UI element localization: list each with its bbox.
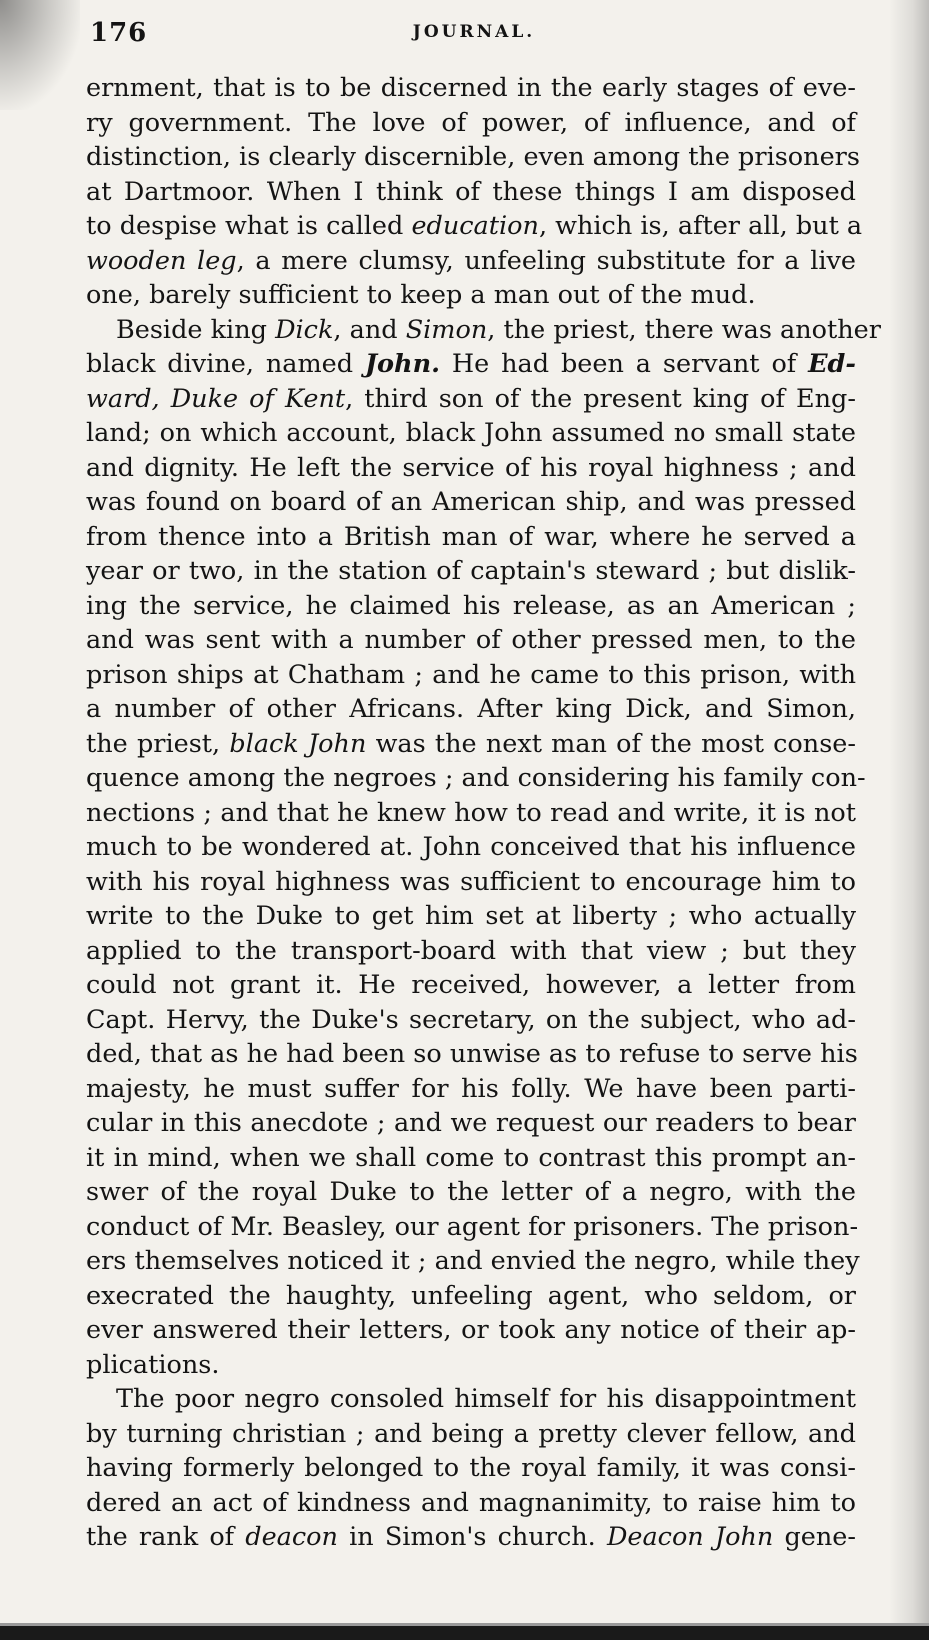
text-segment: deacon xyxy=(245,1522,338,1552)
text-segment: , and xyxy=(333,314,406,345)
text-segment: year or two, in the station of captain's steward ; but dislik- xyxy=(86,556,856,586)
text-line xyxy=(86,899,856,934)
text-segment: ded, that as he had been so unwise as to refuse to serve his xyxy=(86,1039,858,1069)
text-segment: and was sent with a number of other pressed men, to the xyxy=(86,625,856,655)
text-segment: it in mind, when we shall come to contrast this prompt an- xyxy=(86,1142,856,1173)
text-segment: ever answered their letters, or took any notice of their ap- xyxy=(86,1315,856,1345)
text-segment: Simon xyxy=(405,314,488,345)
text-line xyxy=(86,623,856,658)
text-segment: with his royal highness was sufficient to encourage him to xyxy=(86,866,856,897)
text-segment: gene- xyxy=(773,1522,857,1552)
body-text xyxy=(86,71,881,1555)
text-line xyxy=(86,140,860,175)
text-segment: at Dartmoor. When I think of these things I am disposed xyxy=(86,176,856,207)
text-segment: He had been a servant of xyxy=(440,349,809,379)
text-segment: applied to the transport-board with that view ; but they xyxy=(86,935,856,966)
text-segment: the rank of xyxy=(86,1522,246,1552)
text-segment: Ed- xyxy=(808,349,856,379)
text-line xyxy=(86,1486,856,1521)
text-line xyxy=(86,485,856,520)
text-line xyxy=(86,1003,856,1038)
text-segment: Capt. Hervy, the Duke's secretary, on the subject, who ad- xyxy=(86,1004,856,1035)
text-line xyxy=(86,865,856,900)
text-line xyxy=(86,658,856,693)
text-segment: black John xyxy=(229,728,367,759)
text-segment: , a mere clumsy, unfeeling substitute for a live xyxy=(236,245,856,276)
text-segment: , the priest, there was another xyxy=(487,314,881,345)
text-line xyxy=(86,451,856,486)
text-line xyxy=(86,934,856,969)
page-edge-shadow xyxy=(889,0,929,1640)
text-line xyxy=(86,244,856,279)
text-segment: from thence into a British man of war, where he served a xyxy=(86,521,856,552)
text-segment: Beside king xyxy=(116,314,276,345)
text-segment: prison ships at Chatham ; and he came to this prison, with xyxy=(86,659,856,690)
text-line xyxy=(86,1313,856,1348)
page-header xyxy=(84,14,864,54)
text-line xyxy=(86,1175,856,1210)
text-segment: plications. xyxy=(86,1349,220,1380)
text-line xyxy=(86,382,856,417)
text-segment: ernment, that is to be discerned in the early stages of eve- xyxy=(86,73,856,103)
text-segment: and dignity. He left the service of his royal highness ; and xyxy=(86,452,856,483)
text-segment: much to be wondered at. John conceived that his influence xyxy=(86,832,856,862)
paragraph xyxy=(86,1382,856,1555)
text-line xyxy=(86,1279,856,1314)
text-segment: ry government. The love of power, of influence, and of xyxy=(86,107,856,138)
text-segment: by turning christian ; and being a pretty clever fellow, and xyxy=(86,1418,856,1449)
running-head: JOURNAL. xyxy=(412,22,536,42)
text-line xyxy=(86,71,856,106)
text-line xyxy=(86,313,881,348)
text-line xyxy=(86,968,856,1003)
text-line xyxy=(86,1451,856,1486)
text-line xyxy=(86,692,856,727)
text-line xyxy=(86,1210,859,1245)
text-segment: ward, Duke of Kent xyxy=(86,383,346,414)
text-line xyxy=(86,1037,856,1072)
text-segment: ing the service, he claimed his release, as an American ; xyxy=(86,590,856,621)
text-segment: execrated the haughty, unfeeling agent, who seldom, or xyxy=(86,1280,856,1311)
text-segment: was found on board of an American ship, and was pressed xyxy=(86,487,856,517)
text-segment: quence among the negroes ; and considering his family con- xyxy=(86,763,866,793)
text-line xyxy=(86,520,856,555)
text-segment: to despise what is called xyxy=(86,211,412,241)
text-line xyxy=(86,416,856,451)
text-segment: having formerly belonged to the royal family, it was consi- xyxy=(86,1453,856,1483)
text-segment: could not grant it. He received, however, a letter from xyxy=(86,970,856,1000)
text-segment: Deacon John xyxy=(606,1522,774,1552)
text-segment: in Simon's church. xyxy=(337,1522,607,1552)
text-segment: one, barely sufficient to keep a man out of the mud. xyxy=(86,280,756,310)
text-line xyxy=(86,175,856,210)
paragraph xyxy=(86,313,881,1383)
text-segment: , which is, after all, but a xyxy=(538,211,863,241)
text-segment: write to the Duke to get him set at liberty ; who actually xyxy=(86,901,856,931)
text-line xyxy=(86,761,866,796)
page-number: 176 xyxy=(90,18,148,48)
text-segment: nections ; and that he knew how to read and write, it is not xyxy=(86,797,856,828)
text-line xyxy=(86,830,856,865)
text-line xyxy=(86,278,856,313)
text-segment: ers themselves noticed it ; and envied the negro, while they xyxy=(86,1246,860,1276)
text-segment: majesty, he must suffer for his folly. We have been parti- xyxy=(86,1073,856,1104)
text-line xyxy=(86,209,863,244)
text-line xyxy=(86,1106,856,1141)
text-line xyxy=(86,1141,856,1176)
paragraph xyxy=(86,71,863,313)
text-segment: conduct of Mr. Beasley, our agent for prisoners. The prison- xyxy=(86,1211,859,1242)
text-segment: , third son of the present king of Eng- xyxy=(345,383,856,414)
text-line xyxy=(86,1382,856,1417)
text-segment: the priest, xyxy=(86,728,230,759)
text-line xyxy=(86,1072,856,1107)
text-line xyxy=(86,727,856,762)
text-line xyxy=(86,1520,856,1555)
text-segment: The poor negro consoled himself for his disappointment xyxy=(116,1384,856,1414)
scan-bottom-edge xyxy=(0,1626,929,1640)
text-line xyxy=(86,347,856,382)
text-line xyxy=(86,1348,856,1383)
text-line xyxy=(86,589,856,624)
text-line xyxy=(86,1244,860,1279)
text-segment: black divine, named xyxy=(86,349,365,379)
text-segment: a number of other Africans. After king Dick, and Simon, xyxy=(86,694,856,724)
text-segment: wooden leg xyxy=(86,245,237,276)
text-segment: distinction, is clearly discernible, even among the prisoners xyxy=(86,142,860,172)
text-line xyxy=(86,554,856,589)
text-segment: land; on which account, black John assumed no small state xyxy=(86,418,856,448)
text-segment: was the next man of the most conse- xyxy=(366,728,856,759)
text-line xyxy=(86,106,856,141)
corner-shadow xyxy=(0,0,80,110)
text-line xyxy=(86,796,856,831)
text-segment: Dick xyxy=(275,314,334,345)
text-segment: John. xyxy=(364,349,441,379)
text-segment: education xyxy=(411,211,539,241)
text-line xyxy=(86,1417,856,1452)
text-segment: swer of the royal Duke to the letter of a negro, with the xyxy=(86,1177,856,1207)
text-segment: cular in this anecdote ; and we request our readers to bear xyxy=(86,1108,856,1138)
text-segment: dered an act of kindness and magnanimity, to raise him to xyxy=(86,1487,856,1518)
